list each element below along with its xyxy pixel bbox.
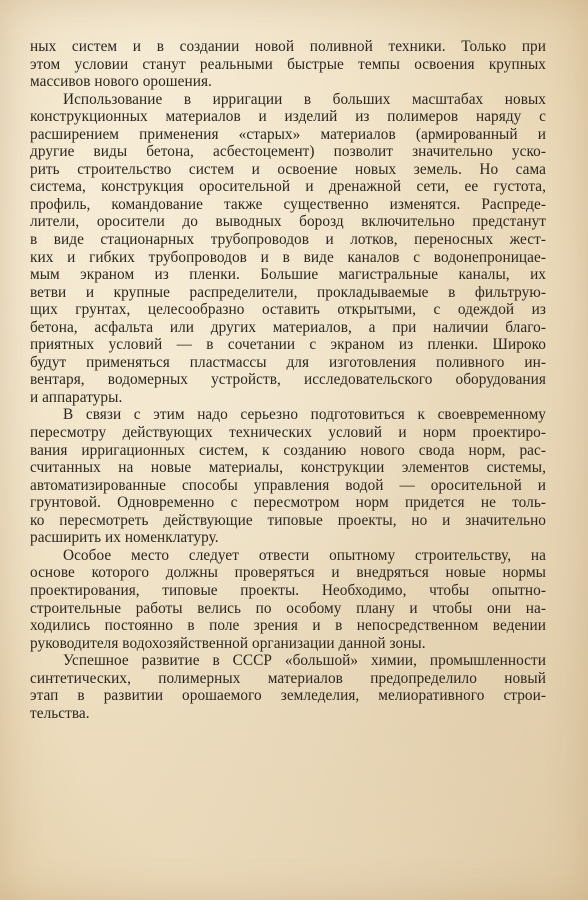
text-line: лители, оросители до выводных борозд включительно предстанут: [30, 213, 546, 231]
text-line: проектирования, типовые проекты. Необходимо, чтобы опытно-: [30, 581, 546, 599]
text-line: Успешное развитие в СССР «большой» химии, промышленности: [63, 652, 546, 670]
text-line: руководителя водохозяйственной организации данной зоны.: [30, 634, 426, 652]
text-line: В связи с этим надо серьезно подготовиться к своевременному: [63, 406, 546, 424]
text-line: мым экраном из пленки. Большие магистральные каналы, их: [30, 266, 546, 284]
text-line: система, конструкция оросительной и дренажной сети, ее густота,: [30, 178, 546, 196]
text-line: вания ирригационных систем, к созданию нового свода норм, рас-: [30, 441, 546, 459]
paragraph-3: [30, 406, 546, 546]
text-line: рить строительство систем и освоение новых земель. Но сама: [30, 160, 546, 178]
text-line: ных систем и в создании новой поливной техники. Только при: [30, 38, 546, 55]
text-line: бетона, асфальта или других материалов, а при наличии благо-: [30, 318, 546, 336]
text-line: считанных на новые материалы, конструкции элементов системы,: [30, 459, 546, 477]
text-line: грунтовой. Одновременно с пересмотром норм придется не толь-: [30, 494, 546, 512]
text-line: расширением применения «старых» материалов (армированный и: [30, 125, 546, 143]
text-line: расширить их номенклатуру.: [30, 529, 219, 547]
text-line: в виде стационарных трубопроводов и лотков, переносных жест-: [30, 231, 546, 249]
text-line: конструкционных материалов и изделий из полимеров наряду с: [30, 108, 546, 126]
text-line: тельства.: [30, 704, 90, 722]
text-line: ходились постоянно в поле зрения и в непосредственном ведении: [30, 617, 546, 635]
paragraph-4: [30, 547, 546, 652]
text-line: автоматизированные способы управления водой — оросительной и: [30, 476, 546, 494]
text-line: основе которого должны проверяться и внедряться новые нормы: [30, 564, 546, 582]
text-line: профиль, командование также существенно изменятся. Распреде-: [30, 195, 546, 213]
text-line: этап в развитии орошаемого земледелия, мелиоративного строи-: [30, 687, 546, 705]
text-line: будут применяться пластмассы для изготовления поливного ин-: [30, 353, 546, 371]
text-line: ветви и крупные распределители, прокладываемые в фильтрую-: [30, 283, 546, 301]
paragraph-2: [30, 91, 546, 407]
text-line: другие виды бетона, асбестоцемент) позволит значительно уско-: [30, 143, 546, 161]
text-line: этом условии станут реальными быстрые темпы освоения крупных: [30, 55, 546, 73]
text-line: Использование в ирригации в больших масштабах новых: [63, 90, 546, 108]
text-line: Особое место следует отвести опытному строительству, на: [63, 546, 546, 564]
body-text: [30, 38, 546, 722]
text-line: пересмотру действующих технических условий и норм проектиро-: [30, 424, 546, 442]
text-line: приятных условий — в сочетании с экраном из пленки. Широко: [30, 336, 546, 354]
text-line: массивов нового орошения.: [30, 73, 212, 91]
paragraph-5: [30, 652, 546, 722]
text-line: и аппаратуры.: [30, 388, 123, 406]
text-line: ких и гибких трубопроводов и в виде каналов с водонепроницае-: [30, 248, 546, 266]
text-line: синтетических, полимерных материалов предопределило новый: [30, 669, 546, 687]
text-line: строительные работы велись по особому плану и чтобы они на-: [30, 599, 546, 617]
text-line: вентаря, водомерных устройств, исследовательского оборудования: [30, 371, 546, 389]
text-line: ко пересмотреть действующие типовые проекты, но и значительно: [30, 511, 546, 529]
text-line: щих грунтах, целесообразно оставить открытыми, с одеждой из: [30, 301, 546, 319]
paragraph-1: [30, 38, 546, 91]
